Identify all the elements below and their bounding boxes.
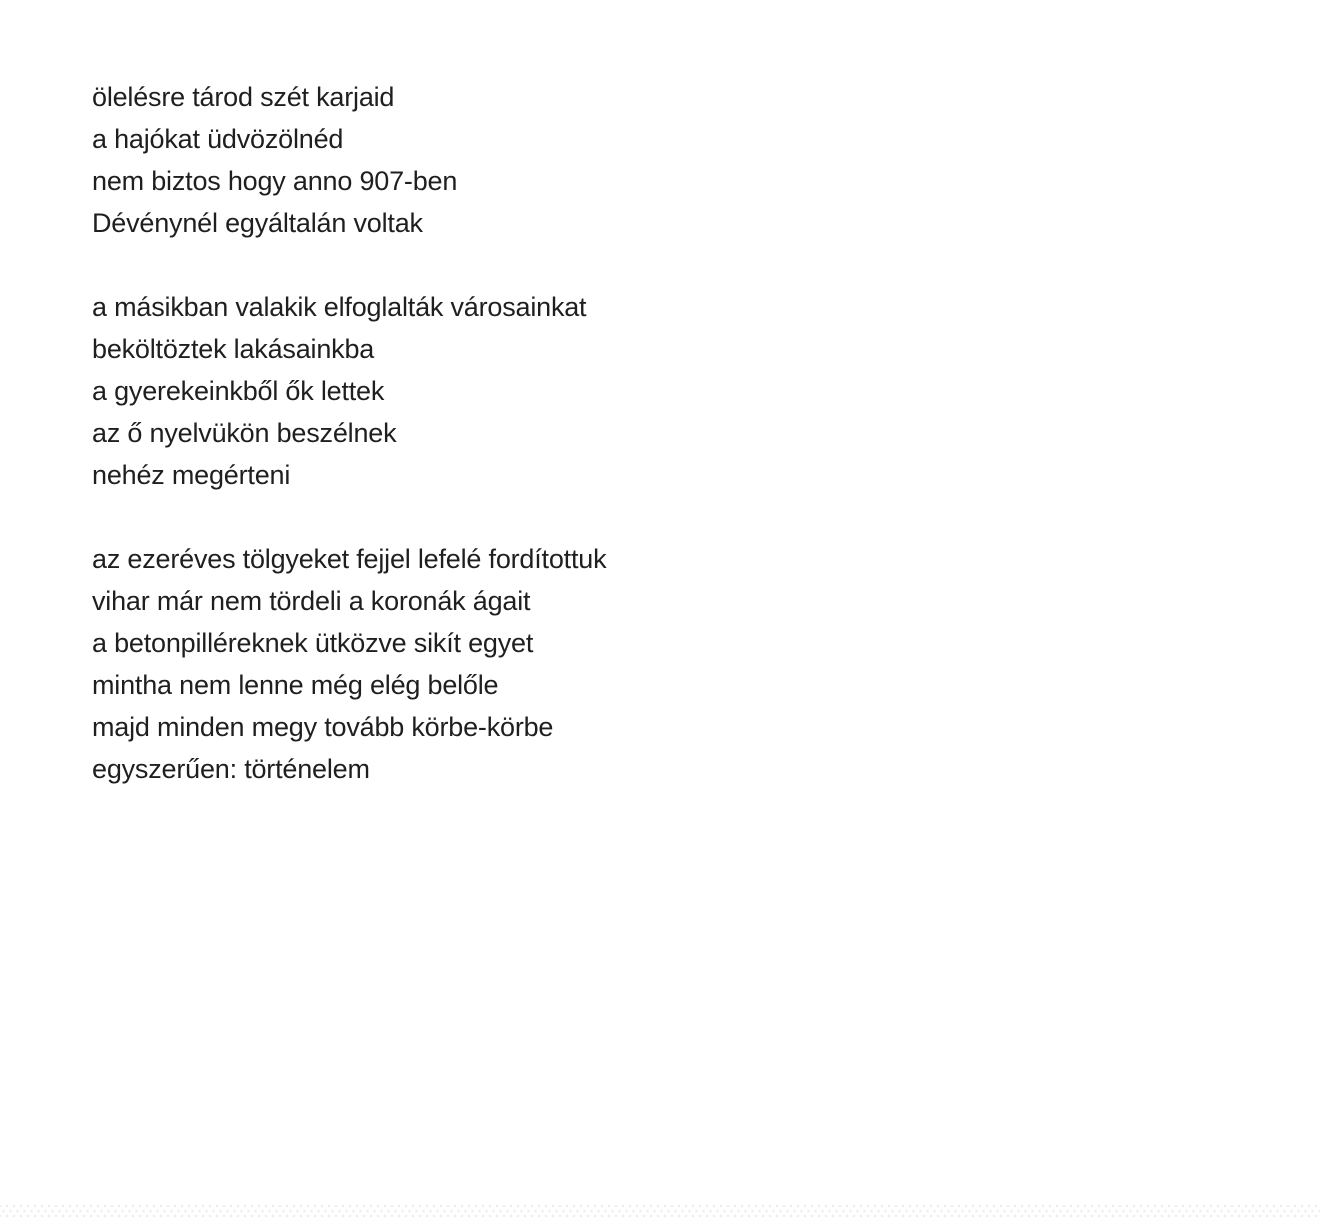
poem-line: ölelésre tárod szét karjaid: [92, 82, 395, 112]
poem-line: egyszerűen: történelem: [92, 754, 370, 784]
poem-body: [92, 76, 606, 832]
poem-line: az ő nyelvükön beszélnek: [92, 418, 397, 448]
poem-line: a másikban valakik elfoglalták városainkat: [92, 292, 587, 322]
poem-line: az ezeréves tölgyeket fejjel lefelé fordítottuk: [92, 544, 607, 574]
poem-line: mintha nem lenne még elég belőle: [92, 670, 499, 700]
poem-line: vihar már nem tördeli a koronák ágait: [92, 586, 531, 616]
poem-line: beköltöztek lakásainkba: [92, 334, 375, 364]
poem-stanza-1: [92, 76, 606, 244]
poem-line: a hajókat üdvözölnéd: [92, 124, 344, 154]
poem-stanza-3: [92, 538, 606, 790]
poem-stanza-2: [92, 286, 606, 496]
poem-line: a gyerekeinkből ők lettek: [92, 376, 385, 406]
poem-line: a betonpilléreknek ütközve sikít egyet: [92, 628, 534, 658]
poem-line: majd minden megy tovább körbe-körbe: [92, 712, 554, 742]
poem-line: Dévénynél egyáltalán voltak: [92, 208, 423, 238]
poem-line: nehéz megérteni: [92, 460, 291, 490]
footer-dot-texture: [0, 1204, 1320, 1220]
poem-line: nem biztos hogy anno 907-ben: [92, 166, 458, 196]
